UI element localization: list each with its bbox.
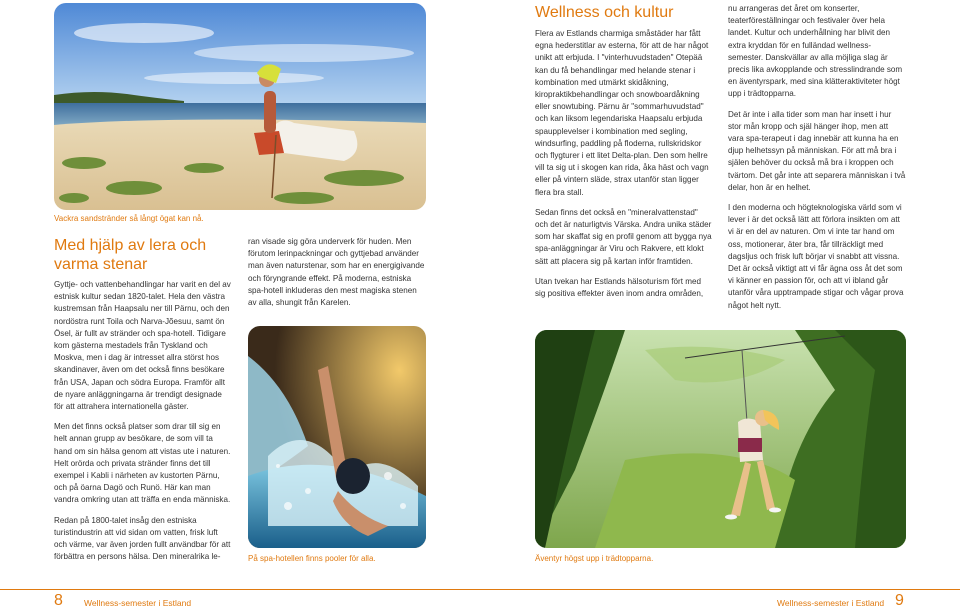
page-heading-left: Med hjälp av lera och varma stenar xyxy=(54,237,207,273)
page-number-right: 9 xyxy=(895,592,904,609)
footer-rule-right xyxy=(480,589,960,590)
forest-photo xyxy=(535,330,906,548)
running-title-left: Wellness-semester i Estland xyxy=(84,598,192,608)
beach-photo-caption: Vackra sandstränder så långt ögat kan nå. xyxy=(54,214,204,223)
paragraph: nu arrangeras det året om konserter, teaterföreställningar och festivaler över hela landet. Kultur och underhållning har blivit den extra kryddan för en fulländad wellness-semester. Danskvällar av alla möjliga slag är precis lika avkopplande och stresslindrande som en äventyrspark, med sina klätteraktiviteter högt upp i trädtopparna. xyxy=(728,4,903,99)
forest-photo-caption: Äventyr högst upp i trädtopparna. xyxy=(535,554,654,563)
right-column-1 xyxy=(535,28,713,308)
page-number-left: 8 xyxy=(54,592,63,609)
paragraph: Det är inte i alla tider som man har insett i hur stor mån kropp och själ hänger ihop, men att vara spa-terapeut i dag innebär att kunna ha en djup helhetssyn på människan. För att må bra i själen behöver du också må bra i kroppen och tvärtom. Det går inte att separera människan i två delar, hon är en helhet. xyxy=(728,109,906,192)
beach-photo xyxy=(54,3,426,210)
paragraph: Flera av Estlands charmiga småstäder har fått egna hederstitlar av esterna, för att de har något unikt att erbjuda. I "vinterhuvudstaden" Otepää kan du få behandlingar med helande stenar i kombination med utmärkt skidåkning, kiropraktikbehandlingar och snowboardåkning eller snowtubing. Pärnu är "sommarhuvudstad" och kan liksom legendariska Haapsalu erbjuda spaupplevelser i kombination med segling, windsurfing, paddling på floderna, rullskridskor och flygturer i ett litet Delta-plan. Den som hellre vill ta sig ut i skogen kan rida, åka häst och vagn eller på vintern släde, strax utanför stan ligger flera bra stall. xyxy=(535,29,709,197)
pool-photo-caption: På spa-hotellen finns pooler för alla. xyxy=(248,554,376,563)
running-title-right: Wellness-semester i Estland xyxy=(777,598,885,608)
left-column-2 xyxy=(248,236,426,317)
left-column-1 xyxy=(54,279,232,571)
paragraph: Gyttje- och vattenbehandlingar har varit en del av estnisk kultur sedan 1820-talet. Hela den västra kustremsan från Haapsalu ner till Pärnu, och den nordöstra runt Toila och Narva-Jõesuu, samt ön Ösel, är fullt av stränder och spa-hotell. Tidigare kom gästerna mestadels från Tyskland och Moskva, men i dag är intresset allra störst hos skandinaver, även om det också finns besökare från USA, Japan och södra Europa. Framför allt de nyare anläggningarna är trendigt designade för att attrahera internationella gäster. xyxy=(54,280,231,412)
paragraph: Utan tvekan har Estlands hälsoturism fört med sig positiva effekter även inom andra områden, xyxy=(535,276,704,299)
paragraph: ran visade sig göra underverk för huden. Men förutom lerinpackningar och gyttjebad använder man även naturstenar, som har en energigivande och föryngrande effekt. På moderna, estniska spa-hotell inkluderas den mest magiska stenen av alla, shungit från Karelen. xyxy=(248,237,425,308)
right-column-2 xyxy=(728,3,906,320)
pool-photo xyxy=(248,326,426,548)
paragraph: I den moderna och högteknologiska värld som vi lever i är det också lätt att förlora insikten om att vi är en del av naturen. Om vi inte tar hand om oss, motionerar, äter bra, får tillräckligt med dagsljus och frisk luft börjar vi snabbt att vissna. Det är också viktigt att vi får ägna oss åt det som vi känner en passion för, och att vi ibland går utanför våra upptrampade stigar och vågar prova något helt nytt. xyxy=(728,203,904,310)
paragraph: Sedan finns det också en "mineralvattenstad" och det är naturligtvis Värska. Andra unika städer som har skaffat sig en profil genom att bygga nya spa-anläggningar är Viru och Rakvere, ett klokt sätt att placera sig på kartan inför framtiden. xyxy=(535,207,712,266)
page-heading-right: Wellness och kultur xyxy=(535,4,674,21)
paragraph: Redan på 1800-talet insåg den estniska turistindustrin att vid sidan om vatten, frisk luft och värme, var även jorden fullt användbar för att förbättra en persons hälsa. Den mineralrika le- xyxy=(54,515,231,562)
paragraph: Men det finns också platser som drar till sig en helt annan grupp av besökare, de som vill ta hand om sin hälsa genom att vistas ute i naturen. Helt orörda och privata stränder finns det till exempel i Kabli i närheten av kustorten Pärnu, och på öarna Dagö och Runö. Här kan man vandra omkring utan att träffa en enda människa. xyxy=(54,422,231,505)
footer-rule-left xyxy=(0,589,480,590)
